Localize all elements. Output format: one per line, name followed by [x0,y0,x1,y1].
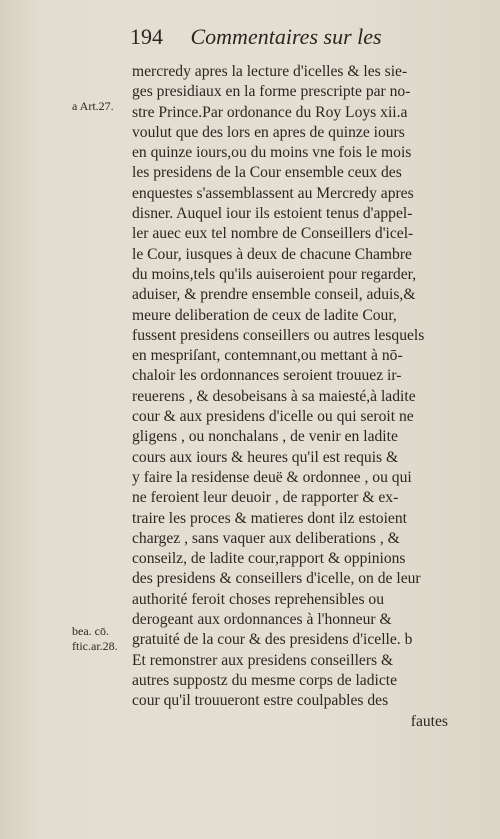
text-line: mercredy apres la lecture d'icelles & les sie- [132,63,408,80]
text-line: gratuité de la cour & des presidens d'icelle. b [132,631,413,649]
text-line: les presidens de la Cour ensemble ceux des [132,164,402,182]
text-line: traire les proces & matieres dont ilz estoient [132,509,407,527]
body-text [132,62,476,732]
text-line: aduiser, & prendre ensemble conseil, aduis,& [132,286,416,304]
text-line: des presidens & conseillers d'icelle, on de leur [132,570,421,588]
text-line: conseilz, de ladite cour,rapport & oppinions [132,550,406,568]
margin-note-reference [72,624,118,654]
text-line: du moins,tels qu'ils auiseroient pour regarder, [132,265,417,283]
text-line: stre Prince.Par ordonance du Roy Loys xii.a [132,103,408,121]
margin-note-line: ftic.ar.28. [72,639,118,653]
text-line: fussent presidens conseillers ou autres lesquels [132,326,425,344]
page-header [130,24,382,50]
text-line: ne feroient leur deuoir , de rapporter & ex- [132,489,399,507]
running-title: Commentaires sur les [190,24,382,49]
text-line: en quinze iours,ou du moins vne fois le mois [132,144,412,162]
text-line: authorité feroit choses reprehensibles ou [132,590,385,608]
text-line: enquestes s'assemblassent au Mercredy apres [132,184,414,202]
text-line: cour & aux presidens d'icelle ou qui seroit ne [132,408,414,426]
text-line: chaloir les ordonnances seroient trouuez ir- [132,367,402,385]
text-line: ges presidiaux en la forme prescripte par no- [132,83,411,101]
text-line: en mespriſant, contemnant,ou mettant à nō- [132,347,403,365]
text-line: ler auec eux tel nombre de Conseillers d'icel- [132,225,414,243]
catchword: fautes [410,712,448,730]
text-line: cours aux iours & heures qu'il est requis & [132,448,399,466]
text-line: chargez , sans vaquer aux deliberations , & [132,529,400,547]
text-line: gligens , ou nonchalans , de venir en ladite [132,428,398,446]
margin-note-line: bea. cō. [72,624,109,638]
text-line: derogeant aux ordonnances à l'honneur & [132,611,392,629]
text-line: reuerens , & desobeisans à sa maiesté,à ladite [132,387,416,405]
text-line: autres suppostz du mesme corps de ladicte [132,671,398,689]
text-line: cour qu'il trouueront estre coulpables des [132,692,389,710]
margin-note-article: a Art.27. [72,99,114,113]
text-line: disner. Auquel iour ils estoient tenus d'appel- [132,205,413,223]
text-line: y faire la residense deuë & ordonnee , ou qui [132,468,412,486]
text-line: meure deliberation de ceux de ladite Cour, [132,306,397,324]
text-line: voulut que des lors en apres de quinze iours [132,123,405,141]
page-number: 194 [130,24,163,49]
text-line: Et remonstrer aux presidens conseillers & [132,651,394,669]
text-line: le Cour, iusques à deux de chacune Chambre [132,245,412,263]
